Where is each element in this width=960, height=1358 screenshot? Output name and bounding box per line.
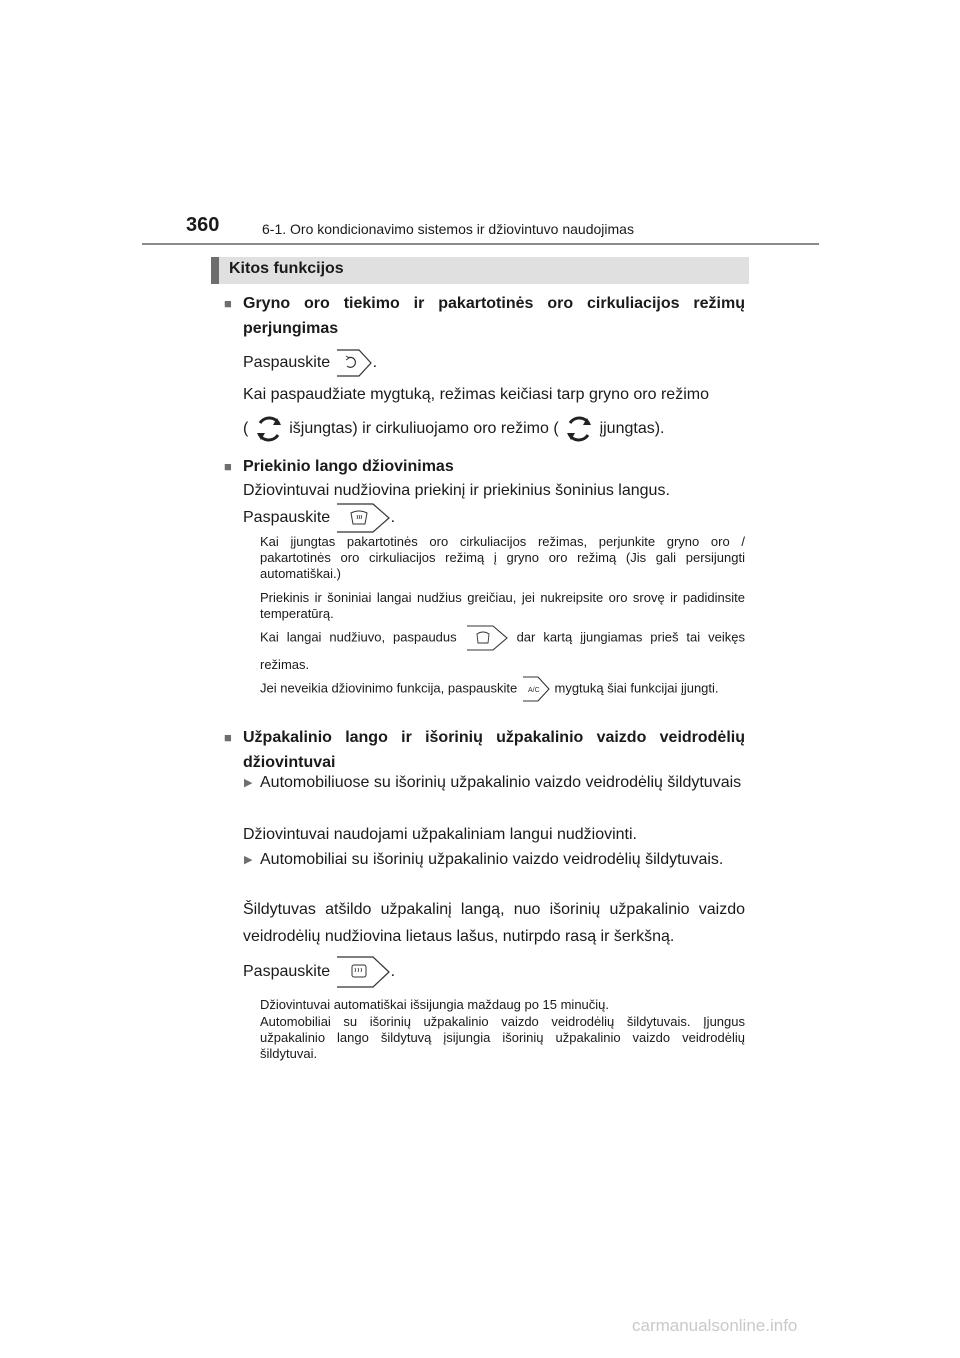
recirculation-mode-icon (563, 413, 595, 445)
mode-on-text: įjungtas). (599, 420, 665, 438)
press-end: . (390, 509, 396, 527)
open-paren: ( (243, 420, 249, 438)
windshield-note-3 (260, 624, 745, 678)
press-end: . (390, 963, 396, 980)
press-label: Paspauskite (243, 963, 331, 980)
note4-b: mygtuką šiai funkcijai įjungti. (554, 680, 719, 696)
rear-heading: ■ Užpakalinio lango ir išorinių užpakalinio vaizdo veidrodėlių džiovintuvai (243, 725, 745, 775)
section-title: Kitos funkcijos (229, 260, 344, 277)
recirculation-modes-line (243, 413, 745, 445)
rear-note-1: Džiovintuvai automatiškai išsijungia maždaug po 15 minučių. (260, 997, 610, 1012)
rear-variant-2: ▶ Automobiliai su išorinių užpakalinio vaizdo veidrodėlių šildytuvais. (243, 846, 745, 874)
mode-off-text: išjungtas) ir cirkuliuojamo oro režimo ( (289, 420, 559, 438)
recirculation-button-icon (335, 348, 373, 378)
page-number: 360 (186, 214, 220, 236)
rear-note-2: Automobiliai su išorinių užpakalinio vaizdo veidrodėlių šildytuvais. Įjungus užpakalinio lango šildytuvą įsijungia išorinių užpakalinio vaizdo veidrodėlių šildytuvai. (260, 1014, 745, 1061)
rear-variant-2-body: Šildytuvas atšildo užpakalinį langą, nuo išorinių užpakalinio vaizdo veidrodėlių nudžiovina lietaus lašus, nutirpdo rasą ir šerkšną. (243, 901, 745, 945)
front-defogger-button-icon (335, 502, 391, 534)
windshield-press-line (243, 502, 745, 534)
recirculation-press-line (243, 348, 745, 378)
watermark: carmanualsonline.info (632, 1316, 798, 1335)
windshield-block (243, 454, 745, 479)
press-label: Paspauskite (243, 354, 331, 372)
front-defogger-button-icon (465, 624, 509, 652)
rear-block (243, 725, 745, 775)
recirculation-heading: ■ Gryno oro tiekimo ir pakartotinės oro cirkuliacijos režimų perjungimas (243, 291, 745, 341)
note3-b: dar kartą įjungiamas prieš tai veikęs režimas. (260, 629, 745, 672)
rear-variant-1-body: Džiovintuvai naudojami užpakaliniam langui nudžiovinti. (243, 826, 637, 843)
press-label: Paspauskite (243, 509, 331, 527)
recirculation-block (243, 291, 745, 341)
windshield-note-1: Kai įjungtas pakartotinės oro cirkuliacijos režimas, perjunkite gryno oro / pakartotinės oro cirkuliacijos režimą į gryno oro režimą (Jis gali persijungti automatiškai.) (260, 534, 745, 581)
windshield-note-4 (260, 675, 745, 703)
recirculation-body-text: Kai paspaudžiate mygtuką, režimas keičiasi tarp gryno oro režimo (243, 386, 709, 403)
windshield-heading: ■ Priekinio lango džiovinimas (243, 454, 745, 479)
ac-label: A/C (527, 687, 540, 694)
rear-defogger-button-icon (335, 955, 391, 989)
press-end: . (372, 354, 378, 372)
fresh-air-mode-icon (253, 413, 285, 445)
section-title-bar (211, 257, 749, 284)
recirculation-body (243, 383, 745, 407)
ac-button-icon (521, 675, 551, 703)
windshield-body: Džiovintuvai nudžiovina priekinį ir priekinius šoninius langus. (243, 482, 670, 499)
windshield-note-2: Priekinis ir šoniniai langai nudžius greičiau, jei nukreipsite oro srovę ir padidinsite temperatūrą. (260, 590, 745, 621)
rear-press-line (243, 954, 745, 990)
note3-a: Kai langai nudžiuvo, paspaudus (260, 629, 457, 645)
running-title: 6-1. Oro kondicionavimo sistemos ir džiovintuvo naudojimas (262, 221, 634, 237)
rear-variant-1: ▶ Automobiliuose su išorinių užpakalinio vaizdo veidrodėlių šildytuvais (243, 769, 745, 797)
header-rule (142, 243, 819, 245)
note4-a: Jei neveikia džiovinimo funkcija, paspauskite (260, 680, 518, 696)
